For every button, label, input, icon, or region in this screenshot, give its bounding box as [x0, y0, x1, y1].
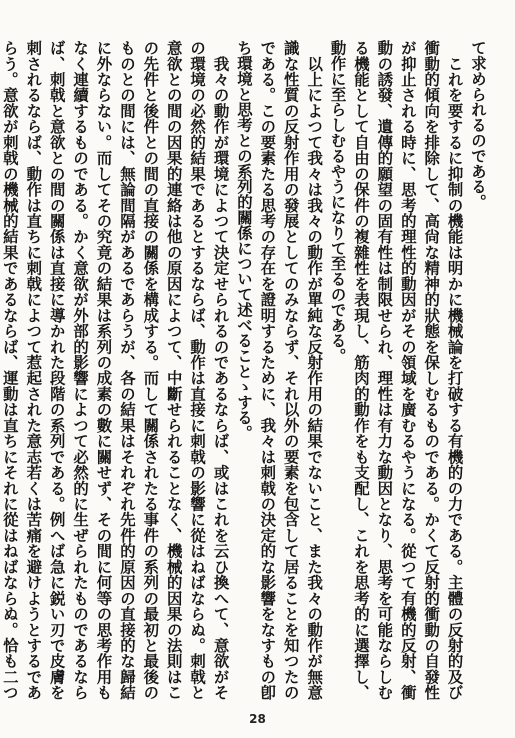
paragraph-3: 以上によつて我々は我々の動作が單純な反射作用の結果でないこと、また我々の動作が無意識な性質の反射作用の發展としてのみならず、それ以外の要素を包含して居ることを知つたのである。この要素たる思考の存在を證明するために、我々は刺戟の決定的な影響をなすもの卽ち環境と思考との系列的關係について述べることゝする。: [234, 40, 324, 700]
page-number: 28: [249, 712, 266, 726]
paragraph-2: これを要するに抑制の機能は明かに機械論を打破する有機的の力である。主體の反射的及び衝動的傾向を排除して、高尙な精神的狀態を保しむるものである。かくて反射的衝動の自發性が抑止される時に、思考的理性的動因がその領域を廣むるやうになる。從つて有機的反射、衝動の誘發、遺傳的願望の固有性は制限せられ、理性は有力な動因となり、思考を可能ならしむる機能として自由の保件の複雜性を表現し、筋肉的動作をも支配し、これを思考的に選擇し、動作に至らしむるやうになりて至るのである。: [328, 40, 464, 700]
vertical-text-block: [0, 40, 489, 700]
paragraph-1: て求められるのである。: [469, 40, 487, 210]
paragraph-4: 我々の動作が環境によつて決定せられるのであるならば、或はこれを云ひ換へて、意欲がその環境の必然的結果であるとするならば、動作は直接に刺戟の影響に從はねばならぬ。刺戟と意欲との間の因果的連絡は他の原因によつて、中斷せられることなく、機械的因果の法則はこの先件と後件との間の直接の關係を構成する。而して關係されたる事件の系列の最初と最後のものとの間には、無論間隔があるであらうが、各の結果はそれぞれ先件的原因の直接的な歸結に外ならない。而してその究竟の結果は系列の成素の數に關せず、その間に何等の思考作用もなく連續するものである。かく意欲が外部的影響によつて必然的に生ぜられたものであるならば、刺戟と意欲との間の關係は直接に導かれた段階の系列である。例へば急に鋭い刃で皮膚を刺されるならば、動作は直ちに刺戟によつて惹起された意志若くは苦痛を避けようとするであらう。意欲が刺戟の機械的結果であるならば、運動は直ちにそれに從はねばならぬ。恰も二つ: [0, 40, 230, 700]
